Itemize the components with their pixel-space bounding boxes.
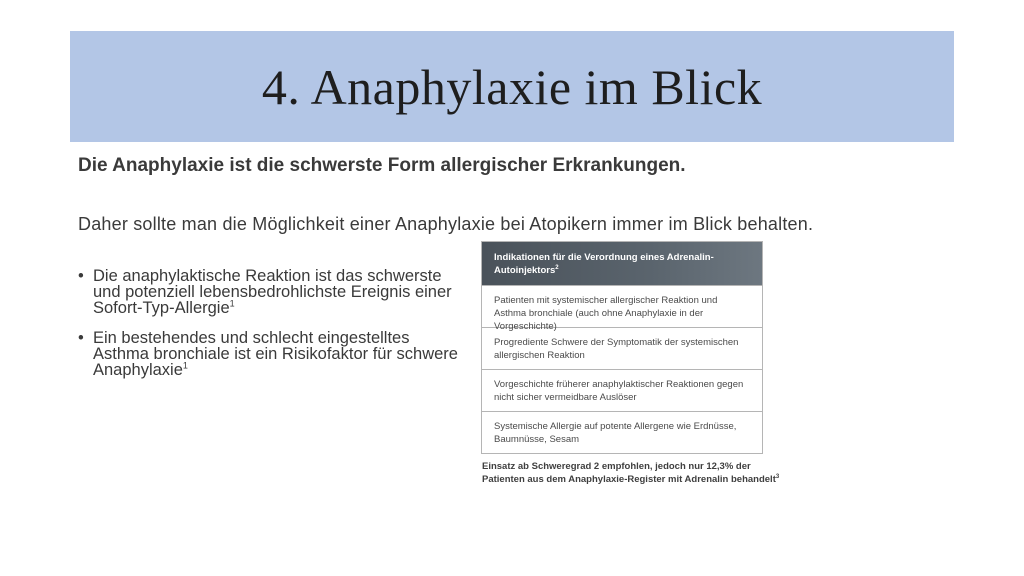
bullet-reference: 1	[182, 360, 188, 371]
footnote-reference: 3	[775, 473, 780, 480]
table-row: Progrediente Schwere der Symptomatik der systemischen allergischen Reaktion	[482, 327, 762, 369]
bullet-dot: •	[78, 329, 84, 347]
bullet-item	[78, 330, 458, 378]
bullet-text: Die anaphylaktische Reaktion ist das schwerste und potenziell lebensbedrohlichste Ereignis einer Sofort-Typ-Allergie	[93, 267, 452, 317]
slide-title: 4. Anaphylaxie im Blick	[261, 58, 763, 115]
table-row: Patienten mit systemischer allergischer Reaktion und Asthma bronchiale (auch ohne Anaphylaxie in der Vorgeschichte)	[482, 285, 762, 327]
slide-subtitle: Die Anaphylaxie ist die schwerste Form allergischer Erkrankungen.	[78, 155, 686, 176]
indications-table	[481, 241, 763, 454]
footnote-text: Einsatz ab Schweregrad 2 empfohlen, jedoch nur 12,3% der Patienten aus dem Anaphylaxie-Register mit Adrenalin behandelt	[482, 461, 776, 485]
table-header	[482, 242, 762, 285]
bullet-reference: 1	[229, 298, 235, 309]
bullet-list	[78, 268, 458, 392]
table-row: Vorgeschichte früherer anaphylaktischer Reaktionen gegen nicht sicher vermeidbare Auslöser	[482, 369, 762, 411]
table-header-reference: 2	[555, 264, 559, 271]
lead-text: Daher sollte man die Möglichkeit einer Anaphylaxie bei Atopikern immer im Blick behalten.	[78, 214, 814, 234]
bullet-text: Ein bestehendes und schlecht eingestelltes Asthma bronchiale ist ein Risikofaktor für schwere Anaphylaxie	[93, 329, 458, 379]
table-row: Systemische Allergie auf potente Allergene wie Erdnüsse, Baumnüsse, Sesam	[482, 411, 762, 453]
bullet-dot: •	[78, 267, 84, 285]
table-footnote	[482, 460, 782, 486]
table-header-text: Indikationen für die Verordnung eines Adrenalin-Autoinjektors	[494, 252, 714, 276]
bullet-item	[78, 268, 458, 316]
title-band	[70, 31, 954, 142]
